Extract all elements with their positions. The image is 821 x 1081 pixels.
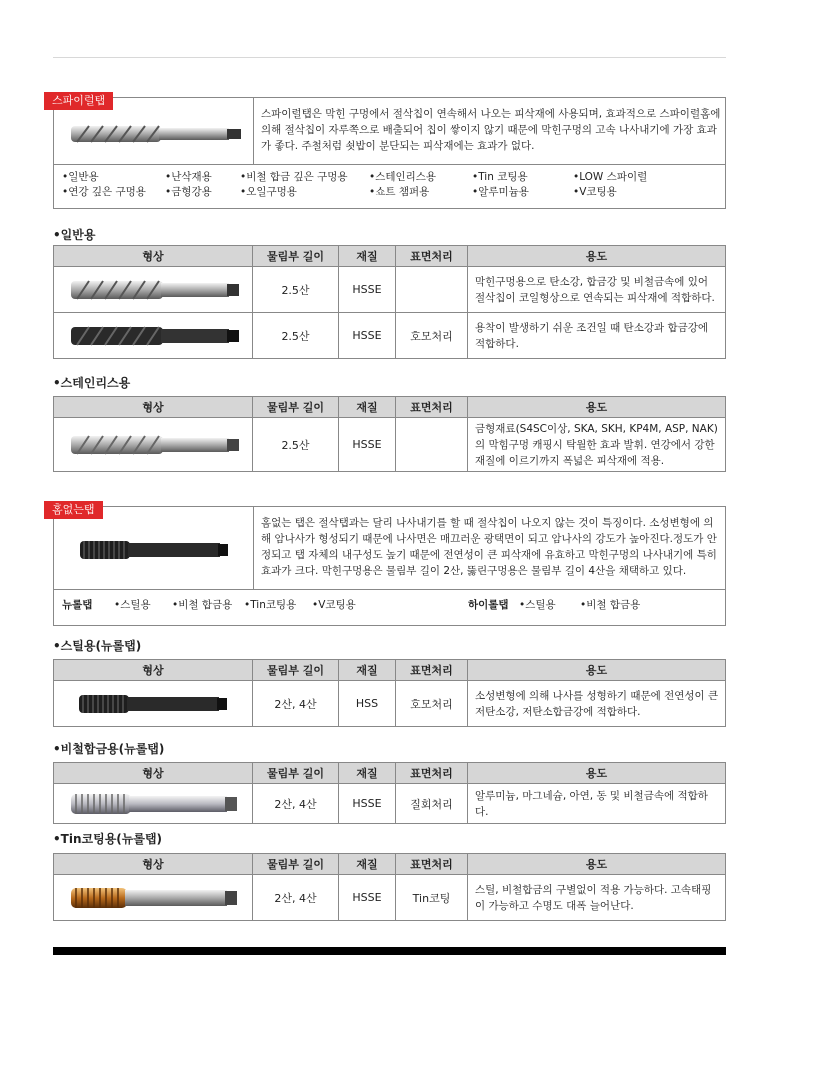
header-surface: 표면처리 xyxy=(396,397,468,418)
spiral-tap-image-cell xyxy=(54,98,254,164)
length-cell: 2.5산 xyxy=(253,418,339,472)
bullet-item: •Tin코팅용 xyxy=(244,599,297,611)
header-surface: 표면처리 xyxy=(396,763,468,784)
dark-spiral-tap-image xyxy=(63,321,243,351)
table-row xyxy=(54,784,726,824)
header-surface: 표면처리 xyxy=(396,660,468,681)
header-length: 물림부 길이 xyxy=(253,246,339,267)
table-header-row xyxy=(54,246,726,267)
spiral-tap-tag: 스파이럴탭 xyxy=(44,92,113,110)
header-use: 용도 xyxy=(468,763,726,784)
grooveless-tap-tag: 홈없는탭 xyxy=(44,501,103,519)
stainless-tap-image xyxy=(63,430,243,460)
material-cell: HSS xyxy=(339,681,396,727)
top-rule xyxy=(53,57,726,58)
surface-cell xyxy=(396,418,468,472)
spiral-tap-image xyxy=(63,275,243,305)
header-shape: 형상 xyxy=(54,763,253,784)
nonferrous-newroll-tap-image xyxy=(63,790,243,818)
length-cell: 2.5산 xyxy=(253,267,339,313)
use-cell: 금형재료(S4SC이상, SKA, SKH, KP4M, ASP, NAK)의 막힘구멍 캐핑시 탁월한 효과 발휘. 연강에서 강한 재질에 이르기까지 폭넓은 피삭재에 적용. xyxy=(468,418,726,472)
table-header-row xyxy=(54,854,726,875)
header-shape: 형상 xyxy=(54,397,253,418)
bullet-item: •스테인리스용 xyxy=(369,171,437,183)
section-title-general: •일반용 xyxy=(53,228,96,242)
bullet-item: •알루미늄용 xyxy=(472,186,529,198)
surface-cell: 호모처리 xyxy=(396,313,468,359)
table-row xyxy=(54,875,726,921)
length-cell: 2산, 4산 xyxy=(253,875,339,921)
length-cell: 2산, 4산 xyxy=(253,784,339,824)
bullet-item: •비철 합금용 xyxy=(580,599,641,611)
surface-cell: 질회처리 xyxy=(396,784,468,824)
stainless-spec-table xyxy=(53,396,726,472)
shape-cell xyxy=(54,875,253,921)
tin-spec-table xyxy=(53,853,726,921)
table-header-row xyxy=(54,397,726,418)
header-length: 물림부 길이 xyxy=(253,660,339,681)
section-title-steel: •스틸용(뉴롤탭) xyxy=(53,639,142,653)
material-cell: HSSE xyxy=(339,313,396,359)
header-length: 물림부 길이 xyxy=(253,397,339,418)
bullet-item: •스틸용 xyxy=(114,599,151,611)
shape-cell xyxy=(54,418,253,472)
use-cell: 소성변형에 의해 나사를 성형하기 때문에 전연성이 큰 저탄소강, 저탄소합금강에 적합하다. xyxy=(468,681,726,727)
use-cell: 스틸, 비철합금의 구별없이 적용 가능하다. 고속태핑이 가능하고 수명도 대폭 늘어난다. xyxy=(468,875,726,921)
shape-cell xyxy=(54,681,253,727)
header-material: 재질 xyxy=(339,397,396,418)
table-row xyxy=(54,681,726,727)
bullet-item: •비철 합금 깊은 구멍용 xyxy=(240,171,348,183)
header-material: 재질 xyxy=(339,246,396,267)
bullet-item: •금형강용 xyxy=(165,186,212,198)
header-length: 물림부 길이 xyxy=(253,763,339,784)
length-cell: 2.5산 xyxy=(253,313,339,359)
section-title-stainless: •스테인리스용 xyxy=(53,376,131,390)
surface-cell xyxy=(396,267,468,313)
material-cell: HSSE xyxy=(339,875,396,921)
grooveless-tap-description: 홈없는 탭은 절삭탭과는 달리 나사내기를 할 때 절삭칩이 나오지 않는 것이 특징이다. 소성변형에 의해 암나사가 형성되기 때문에 나사면은 매끄러운 광택면이 되고 암나사의 강도가 높아진다.정도가 안정되고 탭 자체의 내구성도 높기 때문에 전연성이 큰 피삭재에 유효하고 막힌구멍의 나사내기에 특히 효과가 크다. 막힌구멍용은 물림부 길이 2산, 뚫린구멍용은 물림부 길이 4산을 채택하고 있다. xyxy=(261,517,717,577)
surface-cell: Tin코팅 xyxy=(396,875,468,921)
table-header-row xyxy=(54,660,726,681)
table-header-row xyxy=(54,763,726,784)
steel-spec-table xyxy=(53,659,726,727)
material-cell: HSSE xyxy=(339,418,396,472)
header-use: 용도 xyxy=(468,660,726,681)
general-spec-table xyxy=(53,245,726,359)
bullet-item: •V코팅용 xyxy=(573,186,617,198)
header-surface: 표면처리 xyxy=(396,854,468,875)
spiral-tap-panel xyxy=(52,94,726,209)
steel-newroll-tap-image xyxy=(73,691,233,717)
header-shape: 형상 xyxy=(54,246,253,267)
bottom-bar xyxy=(53,947,726,955)
table-row xyxy=(54,313,726,359)
header-shape: 형상 xyxy=(54,854,253,875)
spiral-tap-image xyxy=(59,114,249,154)
bullet-item: •LOW 스파이럴 xyxy=(573,171,648,183)
length-cell: 2산, 4산 xyxy=(253,681,339,727)
bullet-item: •일반용 xyxy=(62,171,99,183)
newroll-label: 뉴롤탭 xyxy=(62,599,93,611)
bullet-item: •쇼트 챔퍼용 xyxy=(369,186,430,198)
nonferrous-spec-table xyxy=(53,762,726,824)
grooveless-tap-image xyxy=(74,535,234,565)
header-length: 물림부 길이 xyxy=(253,854,339,875)
header-material: 재질 xyxy=(339,854,396,875)
bullet-item: •비철 합금용 xyxy=(172,599,233,611)
header-surface: 표면처리 xyxy=(396,246,468,267)
header-material: 재질 xyxy=(339,763,396,784)
shape-cell xyxy=(54,267,253,313)
table-row xyxy=(54,418,726,472)
grooveless-tap-panel xyxy=(52,503,726,626)
header-shape: 형상 xyxy=(54,660,253,681)
material-cell: HSSE xyxy=(339,784,396,824)
use-cell: 막힌구멍용으로 탄소강, 합금강 및 비철금속에 있어 절삭칩이 코일형상으로 연속되는 피삭재에 적합하다. xyxy=(468,267,726,313)
use-cell: 용착이 발생하기 쉬운 조건일 때 탄소강과 합금강에 적합하다. xyxy=(468,313,726,359)
header-use: 용도 xyxy=(468,397,726,418)
grooveless-tap-image-cell xyxy=(54,507,254,589)
bullet-item: •스틸용 xyxy=(519,599,556,611)
section-title-tin: •Tin코팅용(뉴롤탭) xyxy=(53,832,163,846)
spiral-panel-separator xyxy=(54,164,725,165)
header-use: 용도 xyxy=(468,246,726,267)
shape-cell xyxy=(54,784,253,824)
header-material: 재질 xyxy=(339,660,396,681)
bullet-item: •오일구멍용 xyxy=(240,186,297,198)
spiral-tap-description: 스파이럴탭은 막힌 구멍에서 절삭칩이 연속해서 나오는 피삭재에 사용되며, 효과적으로 스파이럴홈에 의해 절삭칩이 자루쪽으로 배출되어 칩이 쌓이지 않기 때문에 막힌구멍의 고속 나사내기에 가장 효과가 좋다. 주철처럼 쇳밥이 분단되는 피삭재에는 효과가 없다. xyxy=(261,108,721,152)
shape-cell xyxy=(54,313,253,359)
section-title-nonferrous: •비철합금용(뉴롤탭) xyxy=(53,742,165,756)
header-use: 용도 xyxy=(468,854,726,875)
highroll-label: 하이롤탭 xyxy=(468,599,509,611)
table-row xyxy=(54,267,726,313)
use-cell: 알루미늄, 마그네슘, 아연, 동 및 비철금속에 적합하다. xyxy=(468,784,726,824)
bullet-item: •연강 깊은 구멍용 xyxy=(62,186,146,198)
material-cell: HSSE xyxy=(339,267,396,313)
grooveless-panel-separator xyxy=(54,589,725,590)
bullet-item: •V코팅용 xyxy=(312,599,356,611)
tin-newroll-tap-image xyxy=(63,884,243,912)
surface-cell: 호모처리 xyxy=(396,681,468,727)
bullet-item: •난삭재용 xyxy=(165,171,212,183)
bullet-item: •Tin 코팅용 xyxy=(472,171,528,183)
